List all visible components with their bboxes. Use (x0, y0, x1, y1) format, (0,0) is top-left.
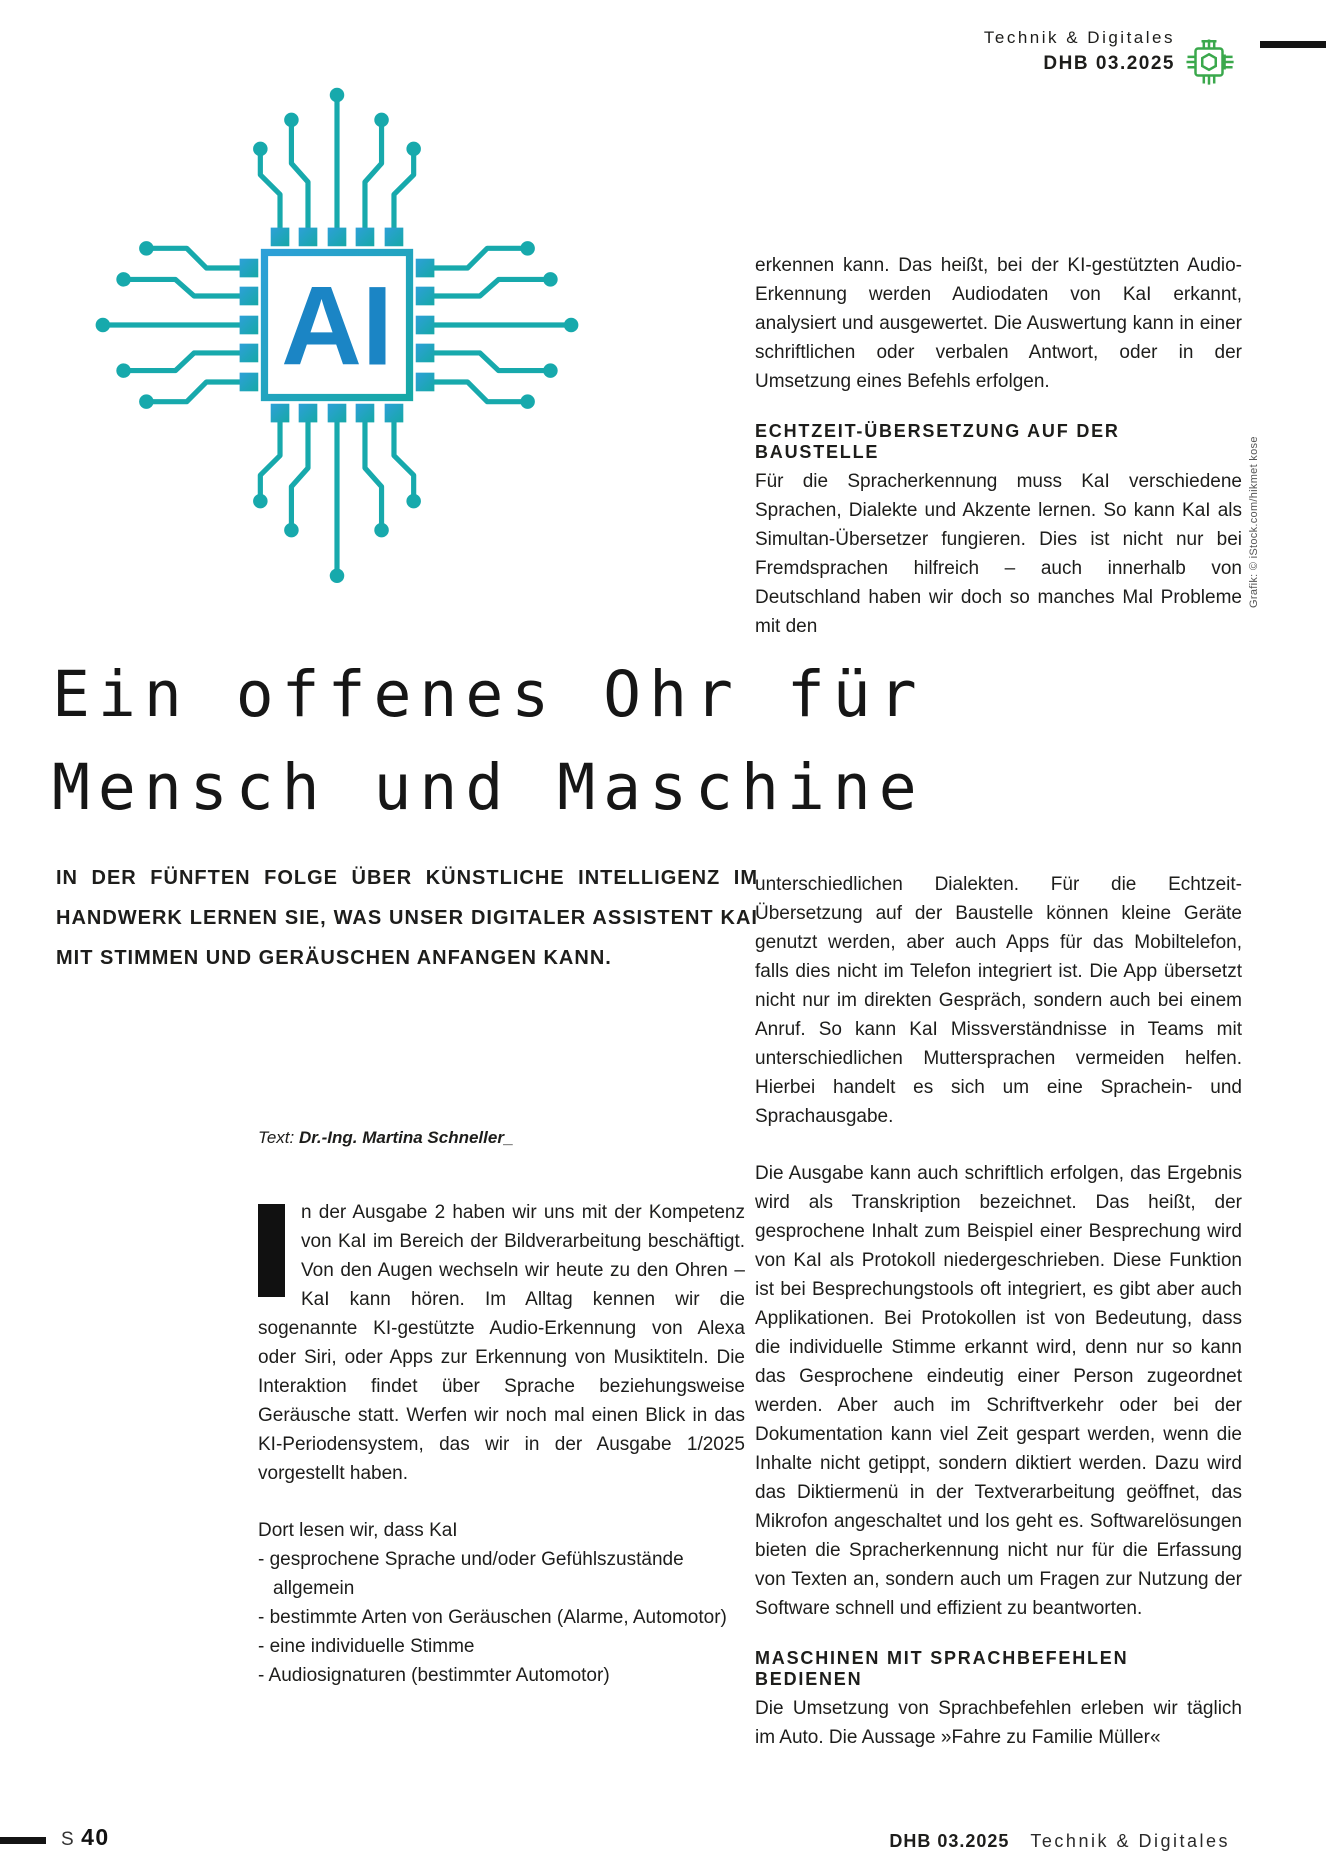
right-column-top (755, 251, 1242, 641)
kai-abilities-list (258, 1545, 745, 1690)
header-issue-label: DHB 03.2025 (1043, 53, 1175, 74)
left-column-main (258, 1128, 745, 1690)
paragraph: erkennen kann. Das heißt, bei der KI-gestützten Audio-Erkennung werden Audiodaten von KaI erkannt, analysiert und ausgewertet. Die Auswertung kann in einer schriftlichen oder verbalen Antwort, oder in der Umsetzung eines Befehls erfolgen. (755, 255, 1242, 392)
article-title-line2: Mensch und Maschine (52, 751, 925, 824)
article-standfirst: IN DER FÜNFTEN FOLGE ÜBER KÜNSTLICHE INTELLIGENZ IM HANDWERK LERNEN SIE, WAS UNSER DIGITALER ASSISTENT KAI MIT STIMMEN UND GERÄUSCHEN ANFANGEN KANN. (56, 867, 758, 969)
footer-rule (0, 1837, 46, 1844)
footer-section-label: Technik & Digitales (1030, 1831, 1230, 1851)
list-item: - bestimmte Arten von Geräuschen (Alarme, Automotor) (258, 1607, 727, 1628)
footer-page-number (61, 1824, 110, 1851)
section-heading-echtzeit: ECHTZEIT-ÜBERSETZUNG AUF DER BAUSTELLE (755, 421, 1120, 462)
list-item: - gesprochene Sprache und/oder Gefühlszustände allgemein (258, 1549, 684, 1599)
footer-page-label: S (61, 1829, 77, 1850)
photo-credit: Grafik: © iStock.com/hikmet kose (1248, 436, 1260, 608)
byline-author: Dr.-Ing. Martina Schneller_ (298, 1128, 514, 1147)
footer-page-num: 40 (81, 1824, 110, 1850)
chip-icon (1184, 34, 1234, 88)
article-title (52, 648, 925, 834)
list-item: - Audiosignaturen (bestimmter Automotor) (258, 1665, 610, 1686)
section-heading-maschinen: MASCHINEN MIT SPRACHBEFEHLEN BEDIENEN (755, 1648, 1129, 1689)
footer-issue-label: DHB 03.2025 (889, 1831, 1010, 1851)
article-title-line1: Ein offenes Ohr für (52, 658, 925, 731)
list-item: - eine individuelle Stimme (258, 1636, 475, 1657)
byline (258, 1128, 745, 1148)
right-column-main (755, 870, 1242, 1752)
paragraph: Die Umsetzung von Sprachbefehlen erleben wir täglich im Auto. Die Aussage »Fahre zu Familie Müller« (755, 1698, 1242, 1748)
byline-prefix: Text: (258, 1128, 299, 1147)
lead-paragraph-wrap (258, 1198, 745, 1488)
paragraph: Für die Spracherkennung muss KaI verschiedene Sprachen, Dialekte und Akzente lernen. So kann KaI als Simultan-Übersetzer fungieren. Dies ist nicht nur bei Fremdsprachen hilfreich – auch innerhalb von Deutschland haben wir doch so manches Mal Probleme mit den (755, 471, 1242, 637)
ai-circuit-chip-graphic (78, 66, 596, 584)
paragraph: unterschiedlichen Dialekten. Für die Echtzeit-Übersetzung auf der Baustelle können kleine Geräte genutzt werden, aber auch Apps für das Mobiltelefon, falls dies nicht im Telefon integriert ist. Die App übersetzt nicht nur im direkten Gespräch, sondern auch bei einem Anruf. So kann KaI Missverständnisse in Teams mit unterschiedlichen Muttersprachen vermeiden helfen. Hierbei handelt es sich um eine Sprachein- und Sprachausgabe. (755, 874, 1242, 1127)
header-meta (984, 28, 1175, 75)
dropcap-letter (258, 1204, 285, 1297)
paragraph: Die Ausgabe kann auch schriftlich erfolgen, das Ergebnis wird als Transkription bezeichnet. Das heißt, der gesprochene Inhalt zum Beispiel einer Besprechung wird von KaI als Protokoll niedergeschrieben. Diese Funktion ist bei Besprechungstools oft integriert, es gibt aber auch Applikationen. Bei Protokollen ist von Bedeutung, dass die individuelle Stimme erkannt wird, denn nur so kann das Gesprochene eindeutig einer Person zugeordnet werden. Aber auch im Schriftverkehr oder bei der Dokumentation kann viel Zeit gespart werden, wenn die Inhalte nicht getippt, sondern diktiert werden. Dazu wird das Diktiermenü in der Textverarbeitung geöffnet, das Mikrofon angeschaltet und los geht es. Softwarelösungen bieten die Spracherkennung nicht nur für die Erfassung von Texten an, sondern auch um Fragen zur Nutzung der Software schnell und effizient zu beantworten. (755, 1163, 1242, 1619)
header-section-label: Technik & Digitales (983, 28, 1175, 47)
paragraph: n der Ausgabe 2 haben wir uns mit der Kompetenz von KaI im Bereich der Bildverarbeitung beschäftigt. Von den Augen wechseln wir heute zu den Ohren – KaI kann hören. Im Alltag kennen wir die sogenannte KI-gestützte Audio-Erkennung von Alexa oder Siri, oder Apps zur Erkennung von Musiktiteln. Die Interaktion findet über Sprache beziehungsweise Geräusche statt. Werfen wir noch mal einen Blick in das KI-Periodensystem, das wir in der Ausgabe 1/2025 vorgestellt haben. (258, 1202, 745, 1484)
list-lead: Dort lesen wir, dass KaI (258, 1520, 458, 1541)
ai-chip-label: AI (281, 263, 393, 389)
header-rule (1260, 41, 1326, 48)
footer-meta (889, 1831, 1230, 1852)
